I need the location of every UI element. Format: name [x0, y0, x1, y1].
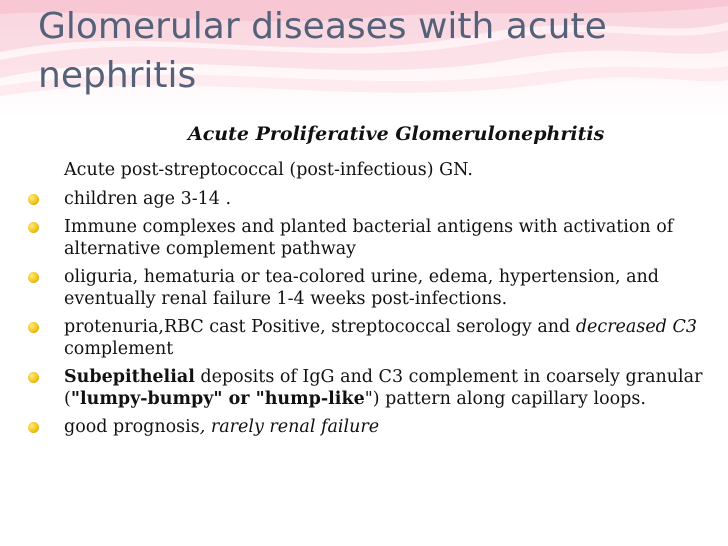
bullet-list	[26, 188, 706, 444]
emphasis-text: decreased C3	[575, 317, 697, 337]
bullet-text: children age 3-14 .	[64, 189, 232, 209]
bullet-text: good prognosis	[64, 417, 200, 437]
bold-text: "lumpy-bumpy" or "hump-like	[70, 389, 365, 409]
bullet-item-symptoms	[26, 266, 706, 310]
bullet-text: ") pattern along capillary loops.	[364, 389, 646, 409]
bullet-text: complement	[64, 339, 174, 359]
bullet-dot-icon	[28, 372, 39, 383]
intro-text: Acute post-streptococcal (post-infectious) GN.	[64, 160, 473, 180]
bullet-text: oliguria, hematuria or tea-colored urine, edema, hypertension, and eventually renal failure 1-4 weeks post-infections.	[64, 267, 660, 309]
bullet-item-immune-complexes	[26, 216, 706, 260]
page-title: Glomerular diseases with acute nephritis	[38, 6, 607, 96]
bullet-dot-icon	[28, 272, 39, 283]
bullet-dot-icon	[28, 422, 39, 433]
bullet-text: deposits of IgG and C3 complement in coarsely granular (	[64, 367, 703, 409]
bullet-text: Immune complexes and planted bacterial antigens with activation of alternative complement pathway	[64, 217, 674, 259]
bullet-item-age	[26, 188, 706, 210]
section-subtitle: Acute Proliferative Glomerulonephritis	[188, 123, 605, 145]
bullet-dot-icon	[28, 194, 39, 205]
bullet-item-prognosis	[26, 416, 706, 438]
bullet-text: protenuria,RBC cast Positive, streptococcal serology and	[64, 317, 576, 337]
bullet-dot-icon	[28, 222, 39, 233]
emphasis-text: , rarely renal failure	[199, 417, 380, 437]
bullet-item-lab-findings	[26, 316, 706, 360]
bullet-dot-icon	[28, 322, 39, 333]
bold-text: Subepithelial	[64, 367, 195, 387]
bullet-item-deposits	[26, 366, 706, 410]
